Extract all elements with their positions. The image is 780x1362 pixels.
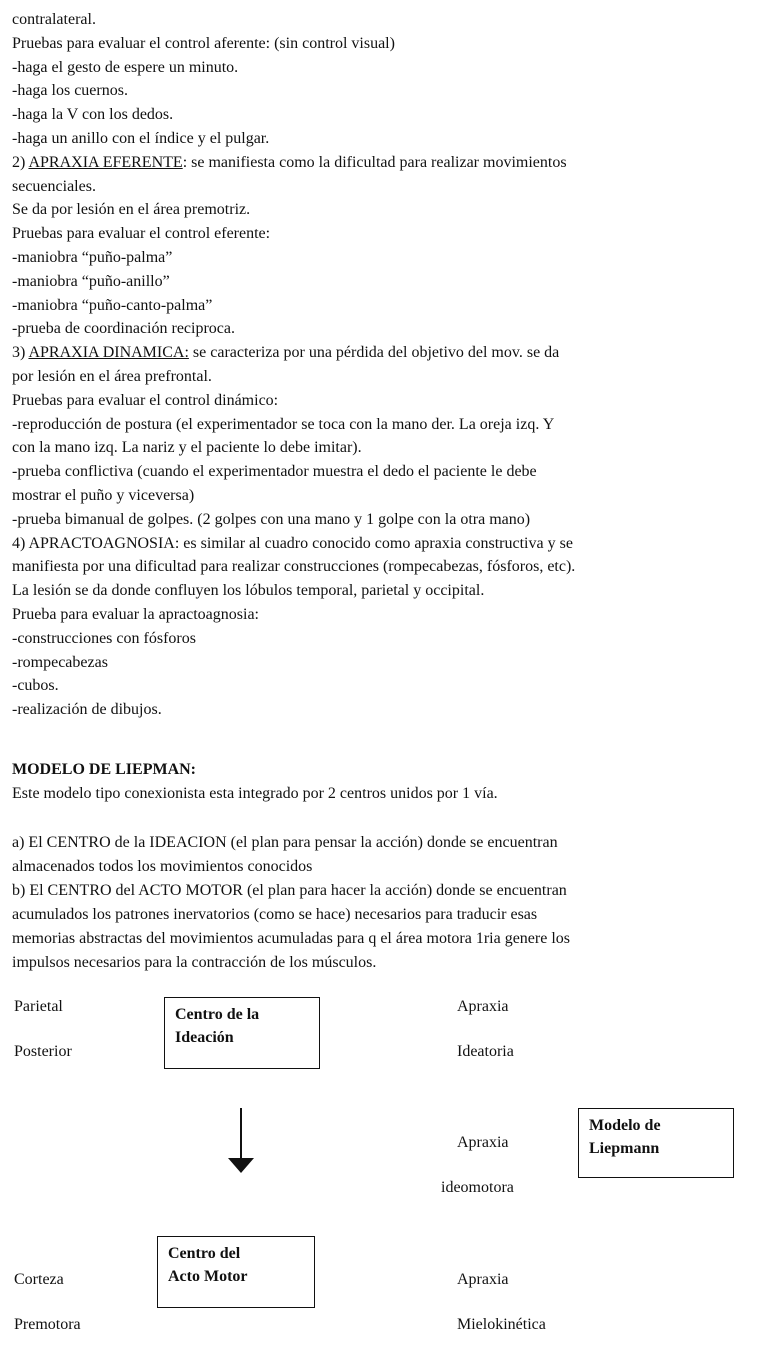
- text-line: [12, 294, 212, 317]
- text-line: [12, 8, 96, 31]
- text-segment: -realización de dibujos.: [12, 701, 162, 719]
- box-modelo-line-2: Liepmann: [589, 1140, 660, 1157]
- text-segment: 3): [12, 344, 29, 362]
- text-segment: 4) APRACTOAGNOSIA: es similar al cuadro conocido como apraxia constructiva y se: [12, 534, 573, 552]
- text-line: [12, 365, 212, 388]
- text-segment: con la mano izq. La nariz y el paciente lo debe imitar).: [12, 439, 362, 457]
- text-segment: impulsos necesarios para la contracción de los músculos.: [12, 954, 377, 971]
- text-segment: -maniobra “puño-canto-palma”: [12, 296, 213, 314]
- text-line: [12, 460, 537, 483]
- text-segment: -prueba conflictiva (cuando el experimentador muestra el dedo el paciente le debe: [12, 463, 537, 481]
- text-segment: manifiesta por una dificultad para realizar construcciones (rompecabezas, fósforos, etc).: [12, 558, 576, 576]
- text-segment: -haga los cuernos.: [12, 82, 128, 100]
- label-ideatoria: Ideatoria: [457, 1043, 514, 1060]
- label-posterior: Posterior: [14, 1043, 72, 1060]
- text-segment: secuenciales.: [12, 177, 96, 195]
- box-centro-ideacion: [164, 997, 320, 1069]
- text-line: [12, 389, 278, 412]
- text-segment: b) El CENTRO del ACTO MOTOR (el plan para hacer la acción) donde se encuentran: [12, 882, 567, 899]
- label-apraxia-ideatoria-1: Apraxia: [457, 998, 509, 1015]
- label-parietal: Parietal: [14, 998, 63, 1015]
- text-line: [12, 198, 250, 221]
- text-line: [12, 879, 567, 902]
- text-segment: -haga la V con los dedos.: [12, 106, 174, 124]
- underlined-term: APRAXIA DINAMICA:: [28, 344, 189, 362]
- text-segment: Prueba para evaluar la apractoagnosia:: [12, 606, 259, 623]
- text-segment: -cubos.: [12, 677, 59, 695]
- label-premotora: Premotora: [14, 1316, 81, 1333]
- text-line: [12, 927, 570, 950]
- box-ideacion-line-2: Ideación: [175, 1029, 234, 1046]
- text-line: [12, 484, 194, 507]
- text-line: [12, 127, 269, 150]
- text-segment: La lesión se da donde confluyen los lóbulos temporal, parietal y occipital.: [12, 582, 485, 600]
- text-segment: mostrar el puño y viceversa): [12, 487, 195, 504]
- text-segment: -rompecabezas: [12, 653, 108, 671]
- box-ideacion-line-1: Centro de la: [175, 1006, 260, 1023]
- text-segment: -prueba bimanual de golpes. (2 golpes con una mano y 1 golpe con la otra mano): [12, 510, 531, 528]
- text-line: [12, 674, 59, 697]
- text-line: [12, 903, 537, 926]
- text-line: [12, 855, 312, 878]
- text-segment: -prueba de coordinación reciproca.: [12, 320, 235, 338]
- section-heading: MODELO DE LIEPMAN:: [12, 761, 196, 778]
- text-line: [12, 532, 573, 555]
- text-segment: Se da por lesión en el área premotriz.: [12, 201, 251, 219]
- text-line: [12, 698, 162, 721]
- label-mielokinetica: Mielokinética: [457, 1316, 546, 1333]
- text-line: [12, 831, 558, 854]
- text-line: [12, 222, 270, 245]
- text-segment: memorias abstractas del movimientos acumuladas para q el área motora 1ria genere los: [12, 930, 571, 947]
- text-line: [12, 246, 172, 269]
- text-line: [12, 79, 128, 102]
- text-line: [12, 603, 259, 626]
- text-line: [12, 627, 196, 650]
- text-segment: -maniobra “puño-anillo”: [12, 272, 170, 290]
- text-line: [12, 436, 362, 459]
- text-segment: acumulados los patrones inervatorios (como se hace) necesarios para traducir esas: [12, 906, 538, 923]
- text-line: [12, 951, 376, 974]
- text-line: [12, 413, 554, 436]
- box-acto-line-1: Centro del: [168, 1245, 241, 1262]
- box-modelo-liepmann: [578, 1108, 734, 1178]
- text-line: [12, 317, 235, 340]
- label-corteza: Corteza: [14, 1271, 64, 1288]
- text-segment: almacenados todos los movimientos conocidos: [12, 858, 313, 875]
- text-segment: -reproducción de postura (el experimentador se toca con la mano der. La oreja izq. Y: [12, 415, 555, 433]
- text-line: [12, 651, 108, 674]
- box-modelo-line-1: Modelo de: [589, 1117, 661, 1134]
- text-segment: 2): [12, 153, 29, 171]
- text-line: [12, 579, 484, 602]
- text-segment: -construcciones con fósforos: [12, 629, 196, 647]
- text-segment: -haga el gesto de espere un minuto.: [12, 58, 239, 76]
- arrow-shaft: [240, 1108, 242, 1158]
- label-apraxia-ideomotora-1: Apraxia: [457, 1134, 509, 1151]
- text-line: [12, 56, 238, 79]
- arrow-down-icon: [228, 1158, 254, 1173]
- text-line: [12, 175, 96, 198]
- text-segment: -maniobra “puño-palma”: [12, 249, 173, 266]
- text-segment: -haga un anillo con el índice y el pulgar.: [12, 130, 270, 147]
- label-ideomotora: ideomotora: [441, 1179, 514, 1196]
- text-segment: : se manifiesta como la dificultad para realizar movimientos: [182, 153, 567, 171]
- text-segment: Pruebas para evaluar el control aferente: (sin control visual): [12, 34, 395, 52]
- text-segment: a) El CENTRO de la IDEACION (el plan para pensar la acción) donde se encuentran: [12, 834, 558, 851]
- text-line: [12, 782, 498, 805]
- text-line: [12, 555, 575, 578]
- text-segment: contralateral.: [12, 11, 96, 28]
- box-centro-acto-motor: [157, 1236, 315, 1308]
- text-line: [12, 341, 559, 364]
- text-segment: se caracteriza por una pérdida del objetivo del mov. se da: [188, 344, 560, 362]
- text-segment: Pruebas para evaluar el control eferente:: [12, 225, 271, 243]
- text-line: [12, 758, 196, 781]
- text-line: [12, 508, 530, 531]
- text-line: [12, 32, 395, 55]
- text-segment: por lesión en el área prefrontal.: [12, 368, 212, 385]
- text-line: [12, 151, 567, 174]
- text-line: [12, 103, 173, 126]
- underlined-term: APRAXIA EFERENTE: [28, 153, 183, 171]
- text-line: [12, 270, 170, 293]
- text-segment: Este modelo tipo conexionista esta integrado por 2 centros unidos por 1 vía.: [12, 785, 498, 802]
- text-segment: Pruebas para evaluar el control dinámico:: [12, 391, 279, 409]
- box-acto-line-2: Acto Motor: [168, 1268, 248, 1285]
- label-apraxia-mielokinetica-1: Apraxia: [457, 1271, 509, 1288]
